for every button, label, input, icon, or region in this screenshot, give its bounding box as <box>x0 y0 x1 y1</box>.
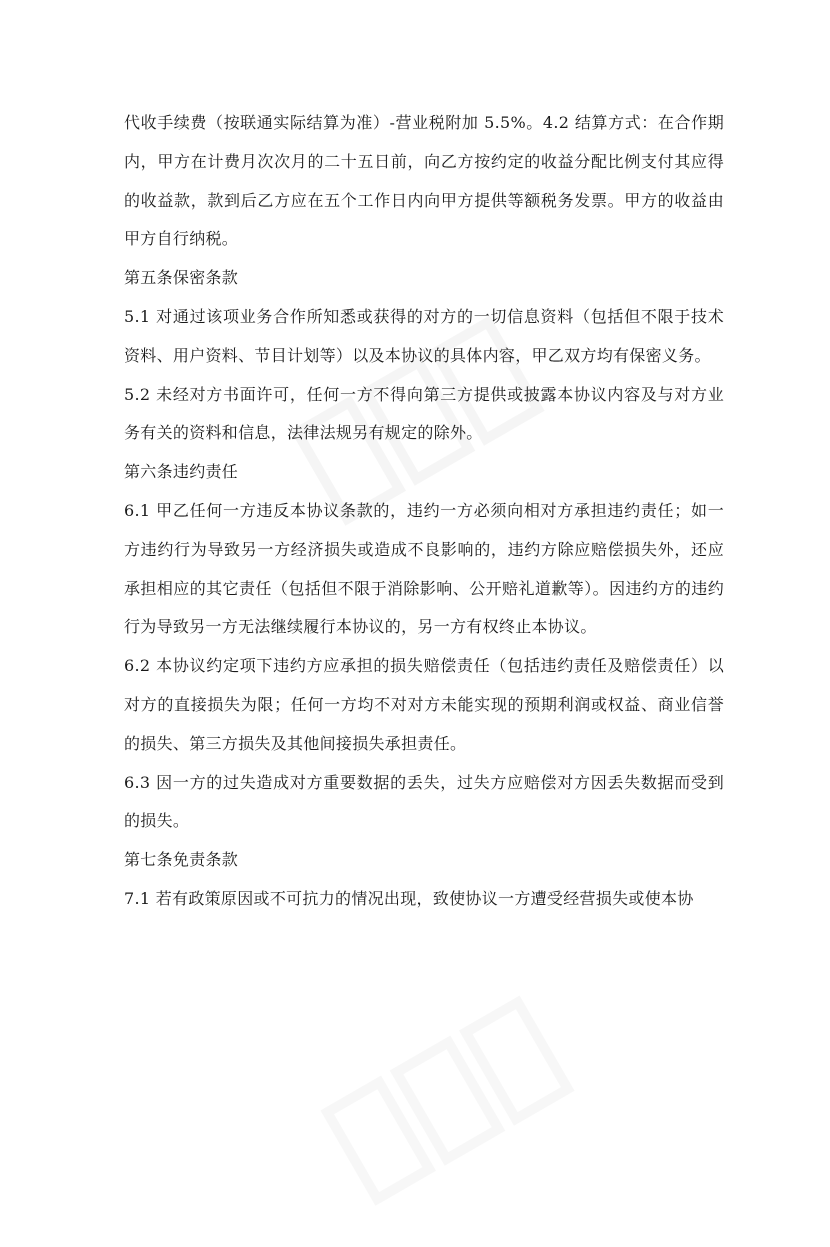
heading-article-7-exemption: 第七条免责条款 <box>124 850 239 870</box>
watermark-logo-bottom <box>299 963 602 1247</box>
paragraph-6-1: 6.1 甲乙任何一方违反本协议条款的，违约一方必须向相对方承担违约责任；如一方违约行为导致另一方经济损失或造成不良影响的，违约方除应赔偿损失外，还应承担相应的其它责任（包括但不限于消除影响、公开赔礼道歉等）。因违约方的违约行为导致另一方无法继续履行本协议的，另一方有权终止本协议。 <box>124 500 724 637</box>
paragraph-7-1: 7.1 若有政策原因或不可抗力的情况出现，致使协议一方遭受经营损失或使本协 <box>124 888 694 908</box>
paragraph-5-2: 5.2 未经对方书面许可，任何一方不得向第三方提供或披露本协议内容及与对方业务有关的资料和信息，法律法规另有规定的除外。 <box>124 384 724 443</box>
paragraph-settlement: 代收手续费（按联通实际结算为准）-营业税附加 5.5%。4.2 结算方式：在合作期内，甲方在计费月次次月的二十五日前，向乙方按约定的收益分配比例支付其应得的收益款，款到后乙方应在五个工作日内向甲方提供等额税务发票。甲方的收益由甲方自行纳税。 <box>124 113 724 249</box>
document-body <box>124 104 724 919</box>
paragraph-6-3: 6.3 因一方的过失造成对方重要数据的丢失，过失方应赔偿对方因丢失数据而受到的损失。 <box>124 772 724 831</box>
paragraph-6-2: 6.2 本协议约定项下违约方应承担的损失赔偿责任（包括违约责任及赔偿责任）以对方的直接损失为限；任何一方均不对对方未能实现的预期利润或权益、商业信誉的损失、第三方损失及其他间接损失承担责任。 <box>124 656 724 753</box>
heading-article-5-confidentiality: 第五条保密条款 <box>124 268 239 288</box>
paragraph-5-1: 5.1 对通过该项业务合作所知悉或获得的对方的一切信息资料（包括但不限于技术资料、用户资料、节目计划等）以及本协议的具体内容，甲乙双方均有保密义务。 <box>124 306 724 365</box>
heading-article-6-liability: 第六条违约责任 <box>124 462 239 482</box>
